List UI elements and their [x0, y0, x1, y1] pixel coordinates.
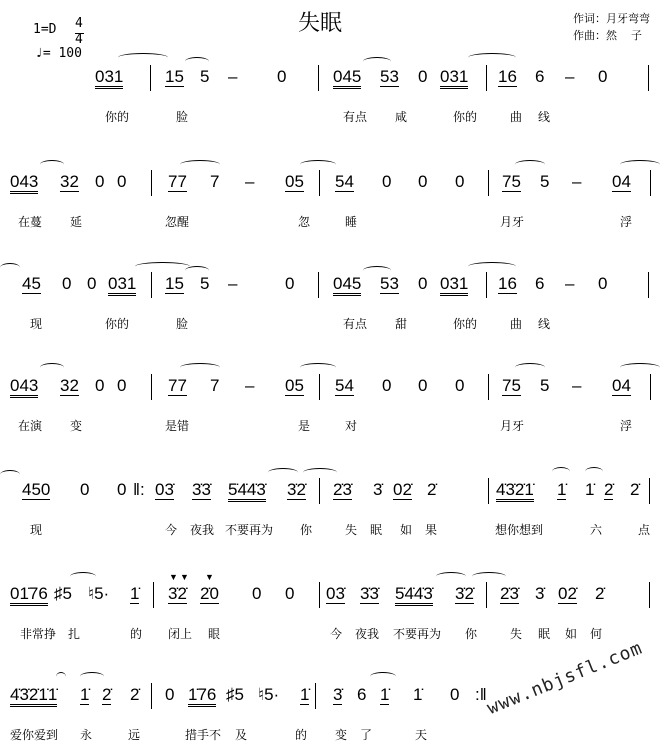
note: 2̇: [427, 480, 437, 499]
note: 0: [117, 480, 127, 499]
slur: [468, 262, 516, 271]
note: 031: [95, 68, 123, 89]
lyric: 你的: [453, 110, 478, 124]
lyric: 是: [298, 419, 311, 433]
note: 15: [165, 274, 184, 293]
lyric: 你的: [105, 110, 130, 124]
note: 77: [168, 376, 187, 395]
barline: [648, 65, 649, 91]
lyric: 眠: [370, 523, 383, 537]
lyric: 曲: [510, 110, 523, 124]
barline: [488, 170, 489, 196]
note: –: [245, 172, 255, 191]
note: 3̇3̇: [360, 584, 379, 603]
composer-credit: 作曲：然 子: [573, 29, 642, 42]
tempo-marking: [35, 46, 82, 61]
note: 2̇3̇: [333, 480, 352, 499]
barline: [315, 683, 316, 709]
note: 2̇: [604, 480, 614, 499]
note: 0: [95, 376, 105, 395]
lyric: 延: [70, 215, 83, 229]
note: 0: [285, 584, 295, 603]
lyric: 有点: [343, 317, 368, 331]
barline: [319, 374, 320, 400]
note: 15: [165, 67, 184, 86]
tempo-value: = 100: [42, 46, 82, 61]
lyric: 想你想到: [495, 523, 544, 537]
lyric: 的: [130, 627, 143, 641]
barline: [151, 374, 152, 400]
lyric: 了: [360, 728, 373, 742]
note: 03̇: [155, 480, 174, 499]
note: 450: [22, 480, 51, 499]
watermark: www.nbjsfl.com: [484, 637, 646, 719]
note: 32: [60, 376, 79, 395]
note: 54: [335, 376, 354, 395]
note: 5̇4̇4̇3̇: [395, 585, 433, 606]
note: 0: [87, 274, 97, 293]
note: 2̇: [630, 480, 640, 499]
note: 4̇3̇2̇1̇: [496, 481, 534, 502]
slur: [118, 53, 168, 62]
note: ♮5·: [88, 584, 110, 603]
lyric: 月牙: [500, 215, 525, 229]
lyric: 你的: [453, 317, 478, 331]
lyric: 失: [510, 627, 523, 641]
barline: [318, 272, 319, 298]
barline: [319, 170, 320, 196]
barline: [319, 478, 320, 504]
slur: [620, 363, 660, 372]
note: –: [228, 274, 238, 293]
lyric: 变: [70, 419, 83, 433]
note: ♯5: [226, 685, 244, 704]
slur: [185, 266, 209, 275]
note: 3̇: [333, 685, 343, 704]
lyric: 如: [565, 627, 578, 641]
note: 1̇: [413, 685, 423, 704]
note: 75: [502, 376, 521, 395]
lyric: 现: [30, 523, 43, 537]
note: 04: [612, 172, 631, 191]
note: –: [565, 67, 575, 86]
note: 02̇: [393, 480, 412, 499]
lyric: 有点: [343, 110, 368, 124]
slur: [0, 470, 20, 479]
note: 3̇: [373, 480, 383, 499]
note: 0: [80, 480, 90, 499]
note: 05: [285, 172, 304, 191]
slur: [0, 263, 20, 272]
lyric: 月牙: [500, 419, 525, 433]
slur: [552, 467, 570, 476]
lyric: 忽: [298, 215, 311, 229]
lyric: 失: [345, 523, 358, 537]
lyricist-credit: 作词：月牙弯弯: [573, 12, 650, 25]
note: 53: [380, 67, 399, 86]
time-signature-top: 4: [75, 16, 83, 31]
note: 0: [418, 376, 428, 395]
lyric: 线: [538, 317, 551, 331]
lyric: 永: [80, 728, 93, 742]
slur: [585, 467, 603, 476]
note: 1̇: [557, 480, 567, 499]
note: 0: [418, 172, 428, 191]
note: 6: [357, 685, 367, 704]
lyric: 今: [330, 627, 343, 641]
note: 0: [418, 67, 428, 86]
note: 1̇76: [188, 686, 216, 707]
slur: [185, 57, 209, 66]
note: 32: [60, 172, 79, 191]
barline: [151, 272, 152, 298]
note: ‖:: [133, 480, 145, 499]
note: 5̇4̇4̇3̇: [228, 481, 266, 502]
lyric: 你: [300, 523, 313, 537]
note: 7: [210, 376, 220, 395]
barline: [486, 582, 487, 608]
accent-icon: ▼: [205, 572, 214, 582]
note: 3̇2̇: [455, 584, 474, 603]
note: 0: [277, 67, 287, 86]
note: ♮5·: [258, 685, 280, 704]
lyric: 眠: [538, 627, 551, 641]
lyric: 点: [638, 523, 651, 537]
barline: [650, 374, 651, 400]
note: 2̇0: [200, 584, 219, 603]
lyric: 今: [165, 523, 178, 537]
note: 0: [95, 172, 105, 191]
note: 01̇76: [10, 585, 48, 606]
lyric: 浮: [620, 215, 633, 229]
note: 45: [22, 274, 41, 293]
lyric: 曲: [510, 317, 523, 331]
lyric: 及: [235, 728, 248, 742]
lyric: 闭上: [168, 627, 193, 641]
note: 043: [10, 377, 38, 398]
slur: [268, 468, 298, 477]
barline: [151, 170, 152, 196]
note: 0: [598, 274, 608, 293]
note: 1̇: [380, 685, 390, 704]
slur: [472, 572, 506, 581]
note: 0: [455, 376, 465, 395]
slur: [70, 572, 96, 581]
note: –: [228, 67, 238, 86]
lyric: 脸: [176, 110, 189, 124]
note: 53: [380, 274, 399, 293]
note: 0: [598, 67, 608, 86]
note: 5: [540, 172, 550, 191]
lyric: 六: [590, 523, 603, 537]
note: 0: [62, 274, 72, 293]
note: 75: [502, 172, 521, 191]
lyric: 忽醒: [165, 215, 190, 229]
note: 045: [333, 68, 361, 89]
lyric: 不要再为: [393, 627, 442, 641]
slur: [56, 672, 66, 681]
note: 2̇3̇: [500, 584, 519, 603]
slur: [515, 363, 545, 372]
slur: [300, 160, 336, 169]
lyric: 甜: [395, 317, 408, 331]
slur: [80, 672, 104, 681]
note: ♯5: [54, 584, 72, 603]
lyric: 变: [335, 728, 348, 742]
key-signature: 1=D: [33, 22, 57, 37]
note: 0: [117, 376, 127, 395]
note: 0: [418, 274, 428, 293]
note: 16: [498, 67, 517, 86]
lyric: 脸: [176, 317, 189, 331]
slur: [363, 266, 391, 275]
note: 0: [382, 172, 392, 191]
note: –: [572, 376, 582, 395]
accent-icon: ▼: [180, 572, 189, 582]
lyric: 天: [415, 728, 428, 742]
lyric: 夜我: [355, 627, 380, 641]
note: 043: [10, 173, 38, 194]
note: 7: [210, 172, 220, 191]
note: 1̇: [130, 584, 140, 603]
note: 05: [285, 376, 304, 395]
lyric: 眼: [208, 627, 221, 641]
barline: [153, 582, 154, 608]
slur: [436, 572, 466, 581]
lyric: 浮: [620, 419, 633, 433]
slur: [363, 57, 391, 66]
note: 1̇: [300, 685, 310, 704]
slur: [303, 468, 337, 477]
lyric: 如: [400, 523, 413, 537]
note: 02̇: [558, 584, 577, 603]
note: 3̇2̇: [168, 584, 187, 603]
lyric: 的: [295, 728, 308, 742]
slur: [40, 363, 64, 372]
barline: [649, 478, 650, 504]
barline: [319, 582, 320, 608]
slur: [468, 53, 516, 62]
lyric: 对: [345, 419, 358, 433]
note: –: [565, 274, 575, 293]
slur: [300, 363, 336, 372]
note: 3̇: [535, 584, 545, 603]
note: 2̇: [595, 584, 605, 603]
note: :‖: [475, 685, 487, 704]
lyric: 措手不: [185, 728, 222, 742]
note: 03̇: [326, 584, 345, 603]
note: 5: [200, 67, 210, 86]
barline: [649, 582, 650, 608]
barline: [488, 374, 489, 400]
slur: [40, 160, 64, 169]
lyric: 扎: [68, 627, 81, 641]
lyric: 果: [425, 523, 438, 537]
note: 0: [165, 685, 175, 704]
lyric: 你: [465, 627, 478, 641]
lyric: 是错: [165, 419, 190, 433]
lyric: 爱你爱到: [10, 728, 59, 742]
slur: [370, 672, 396, 681]
note: 0: [252, 584, 262, 603]
time-signature-bottom: 4: [75, 32, 83, 47]
barline: [150, 65, 151, 91]
note: 6: [535, 67, 545, 86]
note: –: [572, 172, 582, 191]
note: 6: [535, 274, 545, 293]
slur: [135, 262, 190, 271]
barline: [650, 170, 651, 196]
lyric: 在演: [18, 419, 43, 433]
barline: [151, 683, 152, 709]
barline: [486, 65, 487, 91]
note: 1̇: [80, 685, 90, 704]
note: 0: [382, 376, 392, 395]
slur: [180, 160, 220, 169]
note: 2̇: [130, 685, 140, 704]
note: 4̇3̇2̇1̇1̇: [10, 686, 57, 707]
note: 0: [455, 172, 465, 191]
lyric: 线: [538, 110, 551, 124]
note: 04: [612, 376, 631, 395]
lyric: 现: [30, 317, 43, 331]
slur: [620, 160, 660, 169]
barline: [318, 65, 319, 91]
note: 2̇: [102, 685, 112, 704]
note: 0: [285, 274, 295, 293]
slur: [515, 160, 545, 169]
lyric: 不要再为: [225, 523, 274, 537]
lyric: 你的: [105, 317, 130, 331]
note: 031: [108, 275, 136, 296]
note: 77: [168, 172, 187, 191]
song-title: 失眠: [298, 11, 343, 36]
lyric: 在蔓: [18, 215, 43, 229]
note: 0: [117, 172, 127, 191]
note: 1̇: [585, 480, 595, 499]
barline: [486, 272, 487, 298]
lyric: 睡: [345, 215, 358, 229]
barline: [648, 272, 649, 298]
note: 031: [440, 68, 468, 89]
note: 5: [540, 376, 550, 395]
slur: [180, 363, 220, 372]
note: 16: [498, 274, 517, 293]
note: 5: [200, 274, 210, 293]
note: –: [245, 376, 255, 395]
note: 0: [450, 685, 460, 704]
barline: [488, 478, 489, 504]
note: 3̇2̇: [287, 480, 306, 499]
note: 031: [440, 275, 468, 296]
lyric: 远: [128, 728, 141, 742]
note: 54: [335, 172, 354, 191]
quarter-note-icon: ♩: [35, 46, 43, 61]
lyric: 咸: [395, 110, 408, 124]
lyric: 夜我: [190, 523, 215, 537]
lyric: 何: [590, 627, 603, 641]
note: 3̇3̇: [192, 480, 211, 499]
note: 045: [333, 275, 361, 296]
accent-icon: ▼: [169, 572, 178, 582]
lyric: 非常挣: [20, 627, 57, 641]
